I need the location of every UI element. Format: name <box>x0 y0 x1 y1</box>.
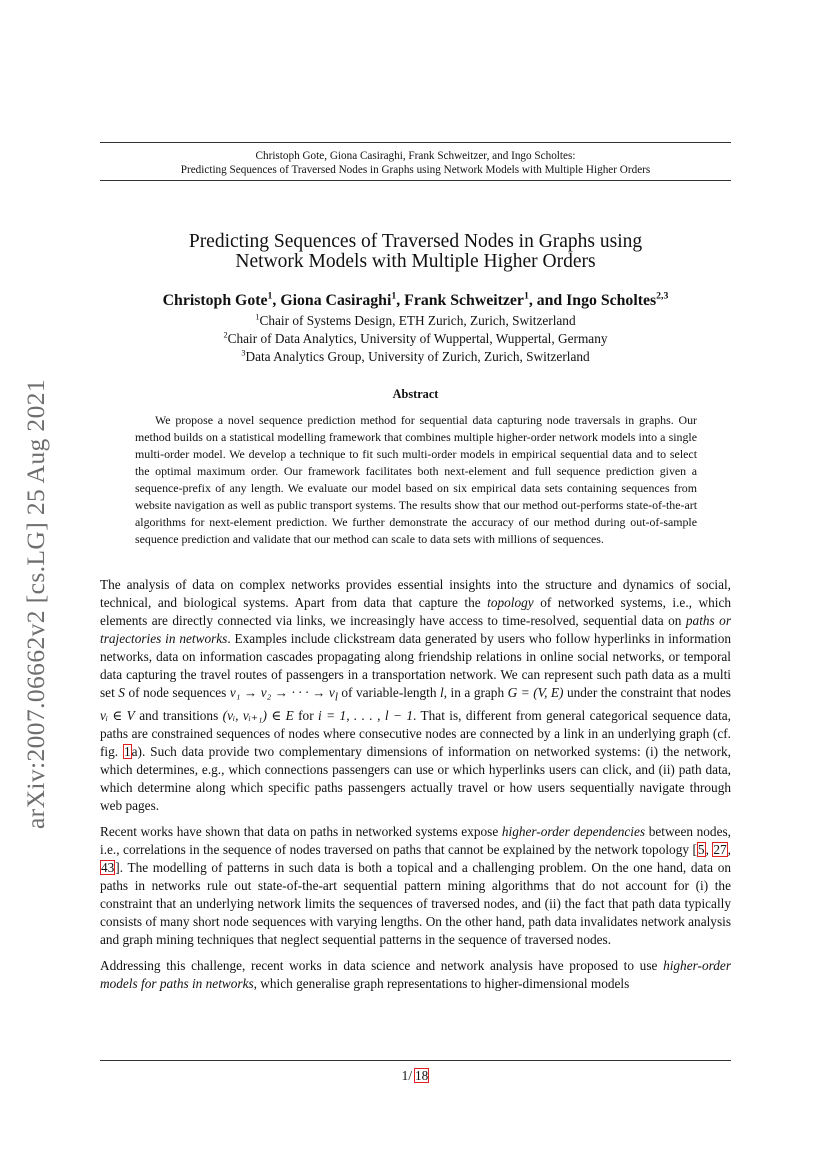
text-run: a). Such data provide two complementary dimensions of information on networked systems: (i) the network, which determines, e.g., which connections passengers can use or which hyperlinks users can click, and (ii) path data, which determine along which specific paths passengers actually travel or how users sequentially navigate through web pages. <box>100 743 732 813</box>
author-name: Ingo Scholtes <box>566 292 657 309</box>
author-affiliation-mark: 2,3 <box>656 290 669 302</box>
math: (vᵢ, vᵢ₊₁) ∈ E <box>222 707 294 723</box>
math-subscript: l <box>334 691 338 704</box>
author-affiliation-mark: 1 <box>267 290 273 302</box>
page-total-link[interactable]: 18 <box>415 1068 429 1083</box>
text-run: under the constraint that nodes <box>563 685 731 700</box>
text-run: Addressing this challenge, recent works in data science and network analysis have proposed to use <box>100 957 664 973</box>
body-text <box>100 576 731 1001</box>
text-run: of variable-length <box>337 685 440 700</box>
author-separator: , <box>272 292 281 309</box>
affiliation-mark: 2 <box>223 330 228 340</box>
emphasis: higher-order models for paths in networks <box>100 957 731 991</box>
paragraph-3 <box>100 957 731 993</box>
affiliation-mark: 1 <box>255 312 260 322</box>
running-head <box>100 149 731 177</box>
affiliation <box>100 349 731 365</box>
text-run: . Examples include clickstream data generated by users who follow hyperlinks in information networks, data on information cascades propagating along friendship relations in online social networks, or temporal data capturing the travel routes of passengers in a transportation network. We can represent such path data as a multi set <box>100 631 732 700</box>
math: i = 1, . . . , l − 1 <box>318 707 414 723</box>
running-head-title: Predicting Sequences of Traversed Nodes in Graphs using Network Models with Multiple Higher Orders <box>180 164 651 176</box>
math: vᵢ ∈ V <box>100 707 135 723</box>
text-run: , <box>727 841 731 857</box>
author-name: Frank Schweitzer <box>404 292 524 309</box>
text-run: of node sequences <box>124 685 230 700</box>
text-run: , in a graph <box>443 685 508 700</box>
arxiv-stamp <box>20 360 52 848</box>
author-separator: , <box>396 292 405 309</box>
text-run: for <box>293 707 319 723</box>
author-affiliation-mark: 1 <box>391 290 397 302</box>
citation-link[interactable]: 5 <box>697 841 705 857</box>
abstract-heading: Abstract <box>392 387 439 401</box>
emphasis: topology <box>487 595 534 610</box>
math: G = (V, E) <box>507 685 564 700</box>
header-bottom-rule <box>100 180 731 181</box>
figure-link[interactable]: 1 <box>123 743 131 759</box>
header-top-rule <box>100 142 731 143</box>
affiliation-text: Data Analytics Group, University of Zurich, Zurich, Switzerland <box>245 349 590 364</box>
text-run: and transitions <box>134 707 223 723</box>
emphasis: higher-order dependencies <box>501 823 646 839</box>
citation-link[interactable]: 27 <box>713 841 727 857</box>
page-separator: / <box>408 1068 413 1083</box>
footer-rule <box>100 1060 731 1061</box>
math: S <box>118 685 125 700</box>
running-head-authors: Christoph Gote, Giona Casiraghi, Frank Schweitzer, and Ingo Scholtes: <box>255 150 576 162</box>
math: l <box>440 685 444 700</box>
paragraph-2 <box>100 823 731 949</box>
affiliation <box>100 313 731 329</box>
page-number <box>100 1068 731 1084</box>
paper-title <box>100 232 731 272</box>
affiliation-text: Chair of Data Analytics, University of Wuppertal, Wuppertal, Germany <box>227 331 608 346</box>
text-run: Recent works have shown that data on paths in networked systems expose <box>100 823 502 839</box>
author-separator: , and <box>528 292 567 309</box>
paper-title-line-2: Network Models with Multiple Higher Orders <box>235 251 596 272</box>
affiliation-text: Chair of Systems Design, ETH Zurich, Zurich, Switzerland <box>259 313 576 328</box>
text-run: of networked systems, i.e., which elements are directly connected via links, we increasingly have access to time-resolved, sequential data on <box>100 595 731 628</box>
affiliation <box>100 331 731 347</box>
text-run: between nodes, i.e., correlations in the sequence of nodes traversed on paths that cannot be explained by the network topology [ <box>100 823 731 857</box>
author-name: Christoph Gote <box>162 292 268 309</box>
paragraph-1 <box>100 576 731 815</box>
text-run: , <box>705 841 713 857</box>
author-affiliation-mark: 1 <box>523 290 529 302</box>
abstract-text: We propose a novel sequence prediction method for sequential data capturing node traversals in graphs. Our method builds on a statistical modelling framework that combines multiple higher-order network models into a single multi-order model. We develop a technique to fit such multi-order models in empirical sequential data and to select the optimal maximum order. Our framework facilitates both next-element and full sequence prediction given a sequence-prefix of any length. We evaluate our model based on six empirical data sets containing sequences from website navigation as well as public transport systems. The results show that our method out-performs state-of-the-art algorithms for next-element prediction. We further demonstrate the accuracy of our method during out-of-sample sequence prediction and validate that our method can scale to data sets with millions of sequences. <box>135 413 697 546</box>
text-run: , which generalise graph representations to higher-dimensional models <box>253 975 630 991</box>
text-run: ]. The modelling of patterns in such data is both a topical and a challenging problem. On the one hand, data on paths in networks rule out state-of-the-art sequential pattern mining algorithms that do not account for (i) the constraint that an underlying network limits the sequences of traversed nodes, and (ii) the fact that path data typically consists of many short node sequences with varying lengths. On the other hand, path data invalidates network analysis and graph mining techniques that neglect sequential patterns in the sequence of traversed nodes. <box>100 859 731 947</box>
text-run: The analysis of data on complex networks provides essential insights into the structure and dynamics of social, technical, and biological systems. Apart from data that capture the <box>100 577 731 610</box>
arxiv-stamp-text: arXiv:2007.06662v2 [cs.LG] 25 Aug 2021 <box>21 378 50 830</box>
page-current: 1 <box>401 1068 409 1083</box>
text-run: . That is, different from general categorical sequence data, paths are constrained sequences of nodes where consecutive nodes are connected by a link in an underlying graph (cf. fig. <box>100 707 732 759</box>
citation-link[interactable]: 43 <box>101 859 115 875</box>
author-list <box>100 292 731 310</box>
paper-title-line-1: Predicting Sequences of Traversed Nodes in Graphs using <box>188 231 643 252</box>
emphasis: paths or trajectories in networks <box>100 613 731 646</box>
math: v₁ → v₂ → · · · → v <box>229 685 335 700</box>
affiliation-mark: 3 <box>241 348 246 358</box>
author-name: Giona Casiraghi <box>280 292 392 309</box>
